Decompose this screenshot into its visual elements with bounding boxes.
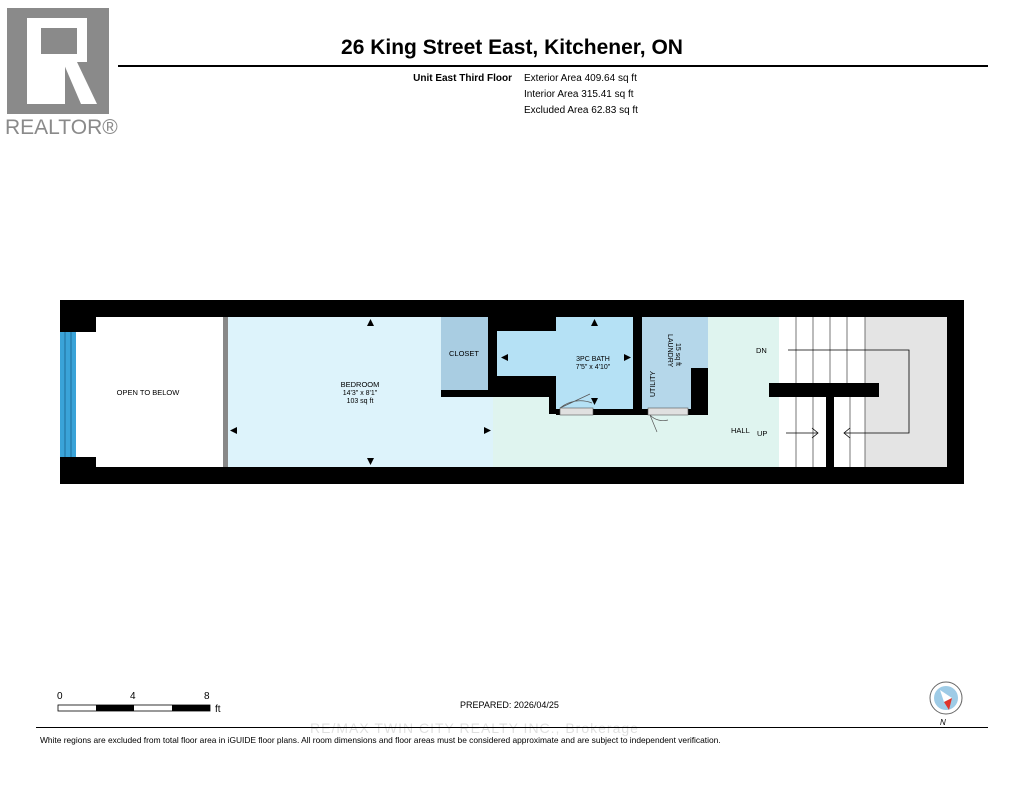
hall-label: HALL [731, 426, 750, 435]
wall-corner-bottom [60, 457, 96, 484]
bath-wall-top [488, 317, 552, 331]
exterior-area: Exterior Area 409.64 sq ft [524, 73, 637, 84]
bath-door [560, 408, 593, 415]
stair-landing-wall [769, 383, 879, 397]
laundry-wall-stub [691, 368, 708, 415]
bedroom-label: BEDROOM [340, 380, 380, 389]
bedroom-opening-wall [223, 317, 228, 467]
scale-label-0: 0 [57, 691, 63, 702]
open-to-below-label: OPEN TO BELOW [116, 388, 180, 397]
unit-label: Unit East Third Floor [413, 73, 512, 84]
utility-label: UTILITY [650, 370, 657, 397]
closet-label: CLOSET [448, 349, 480, 358]
prepared-date: PREPARED: 2026/04/25 [460, 700, 559, 710]
compass-north-label: N [940, 718, 946, 727]
laundry-area-label: 15 sq ft [674, 343, 681, 366]
hall-upper-area [708, 317, 779, 390]
bath-laundry-divider [633, 317, 642, 415]
scale-unit: ft [215, 704, 221, 715]
excluded-area: Excluded Area 62.83 sq ft [524, 105, 638, 116]
scale-label-8: 8 [204, 691, 210, 702]
bath-label: 3PC BATH [576, 356, 610, 363]
brokerage-watermark: RE/MAX TWIN CITY REALTY INC., Brokerage [310, 720, 639, 736]
stairs-up-label: UP [757, 429, 768, 438]
compass-icon [928, 680, 968, 728]
closet-wall-bottom [441, 390, 493, 397]
stairs-down-label: DN [756, 346, 767, 355]
bath-wall-jog [549, 397, 556, 414]
interior-area: Interior Area 315.41 sq ft [524, 89, 634, 100]
disclaimer-text: White regions are excluded from total floor area in iGUIDE floor plans. All room dimensions and floor areas must be considered approximate and are subject to independent verification. [40, 735, 721, 745]
bedroom-area-label: 103 sq ft [346, 398, 374, 405]
bath-dimensions: 7'5" x 4'10" [575, 364, 611, 371]
wall-corner-top [60, 300, 96, 332]
bedroom-dimensions: 14'3" x 8'1" [342, 390, 378, 397]
laundry-label: LAUNDRY [666, 334, 673, 368]
laundry-door [648, 408, 688, 415]
page-title: 26 King Street East, Kitchener, ON [341, 36, 683, 59]
window [60, 332, 76, 457]
bath-area-right [556, 317, 633, 409]
stair-divider-wall [826, 383, 834, 467]
realtor-logo-text: REALTOR® [5, 116, 118, 139]
scale-label-4: 4 [130, 691, 136, 702]
bath-wall-lower [493, 376, 556, 397]
scale-bar [58, 705, 210, 711]
